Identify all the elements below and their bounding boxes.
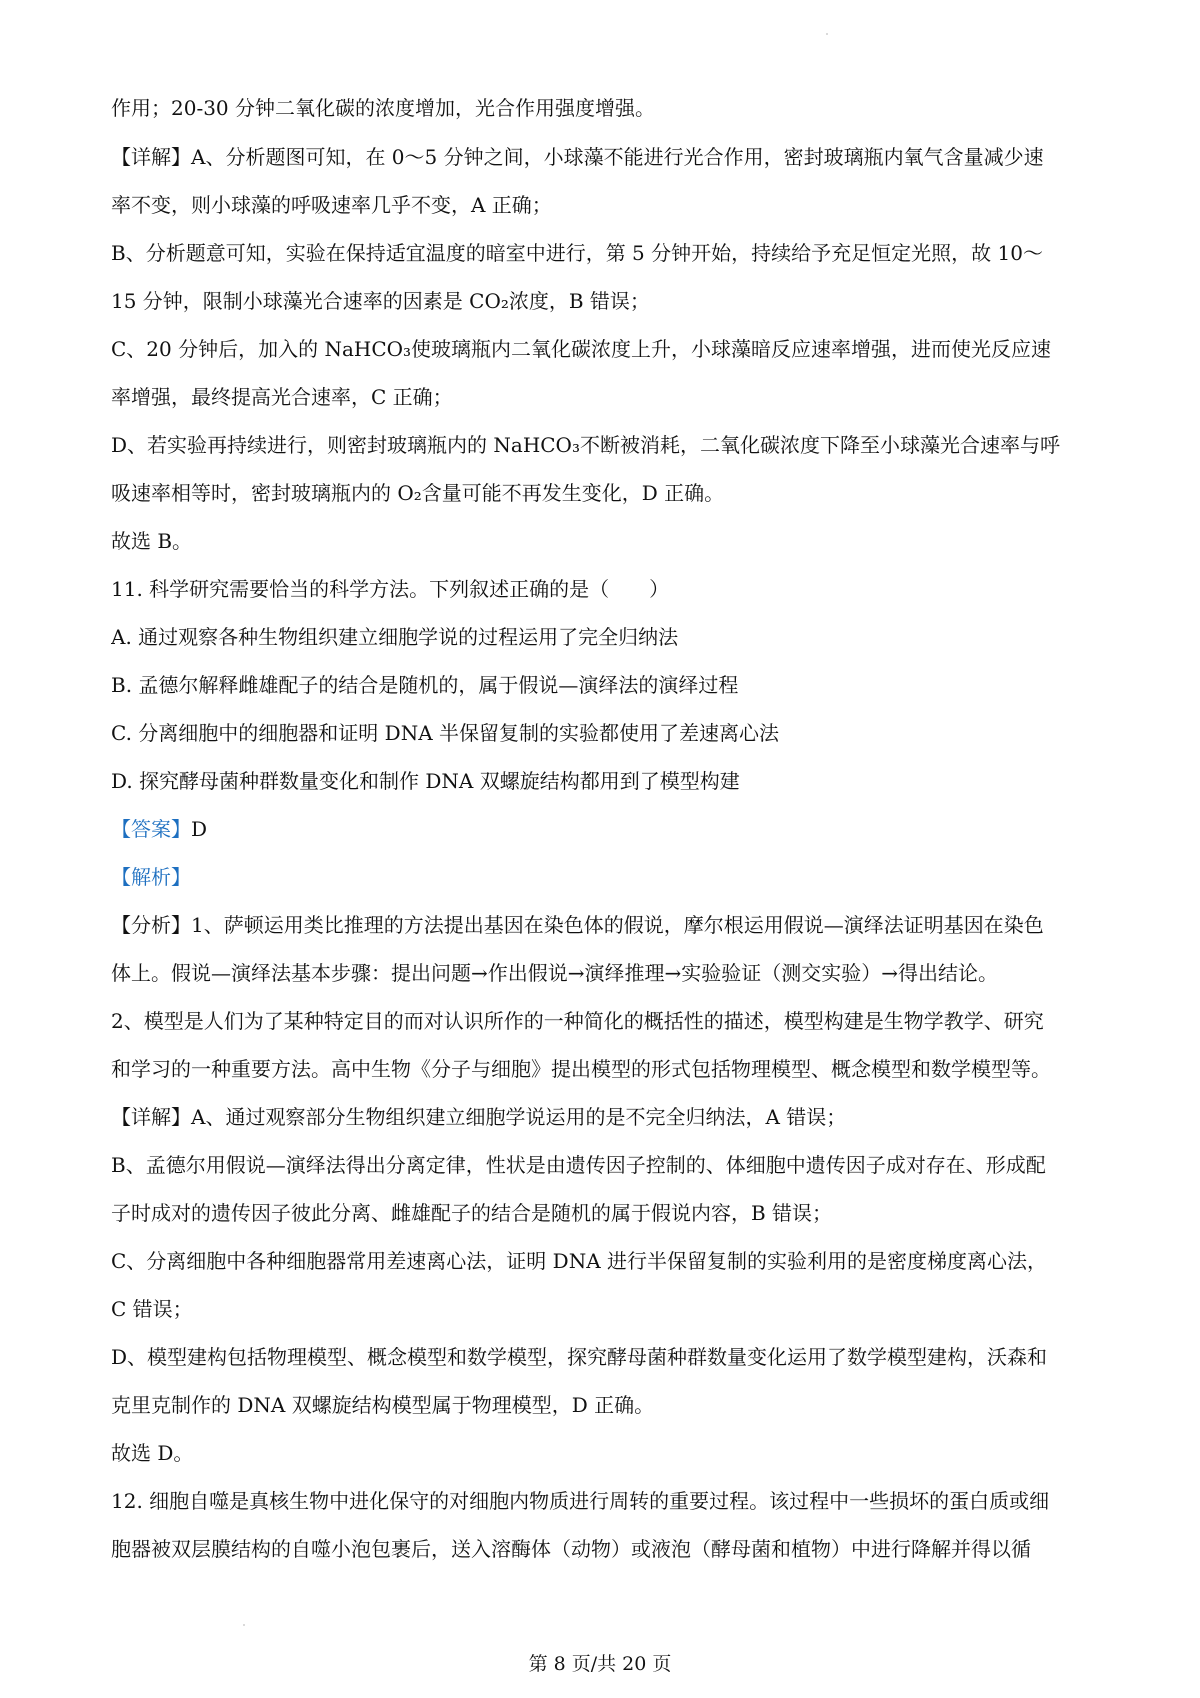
text-line: 克里克制作的 DNA 双螺旋结构模型属于物理模型，D 正确。: [111, 1393, 655, 1417]
text-line: B、分析题意可知，实验在保持适宜温度的暗室中进行，第 5 分钟开始，持续给予充足恒定光照，故 10～: [111, 241, 1043, 265]
text-line: 作用；20-30 分钟二氧化碳的浓度增加，光合作用强度增强。: [111, 96, 656, 120]
text-line: C 错误；: [111, 1297, 193, 1321]
page-footer: 第 8 页/共 20 页: [528, 1653, 672, 1675]
text-line: 体上。假说—演绎法基本步骤：提出问题→作出假说→演绎推理→实验验证（测交实验）→得出结论。: [111, 961, 999, 985]
option-a: A. 通过观察各种生物组织建立细胞学说的过程运用了完全归纳法: [111, 625, 679, 649]
answer-label: 【答案】: [111, 817, 191, 841]
analysis-heading: 【解析】: [111, 865, 191, 889]
question-stem: 11. 科学研究需要恰当的科学方法。下列叙述正确的是（ ）: [111, 577, 670, 601]
text-line: 和学习的一种重要方法。高中生物《分子与细胞》提出模型的形式包括物理模型、概念模型和数学模型等。: [111, 1057, 1051, 1081]
text-line: 率增强，最终提高光合速率，C 正确；: [111, 385, 453, 409]
scan-speck: [826, 33, 828, 35]
text-line: 2、模型是人们为了某种特定目的而对认识所作的一种简化的概括性的描述，模型构建是生物学教学、研究: [111, 1009, 1044, 1033]
text-line: C、20 分钟后，加入的 NaHCO₃使玻璃瓶内二氧化碳浓度上升，小球藻暗反应速率增强，进而使光反应速: [111, 337, 1052, 361]
question-stem: 12. 细胞自噬是真核生物中进化保守的对细胞内物质进行周转的重要过程。该过程中一些损坏的蛋白质或细: [111, 1489, 1050, 1513]
text-line: 子时成对的遗传因子彼此分离、雌雄配子的结合是随机的属于假说内容，B 错误；: [111, 1201, 833, 1225]
text-line: 【详解】A、分析题图可知，在 0～5 分钟之间，小球藻不能进行光合作用，密封玻璃瓶内氧气含量减少速: [111, 145, 1044, 169]
text-line: 故选 D。: [111, 1441, 194, 1465]
scan-speck: [243, 1624, 245, 1626]
answer-line: 【答案】D: [111, 817, 208, 841]
analysis-label: 【分析】: [111, 913, 191, 937]
text-line: 15 分钟，限制小球藻光合速率的因素是 CO₂浓度，B 错误；: [111, 289, 650, 313]
detail-label: 【详解】: [111, 1105, 191, 1129]
text-line: 率不变，则小球藻的呼吸速率几乎不变，A 正确；: [111, 193, 552, 217]
text-line: D、模型建构包括物理模型、概念模型和数学模型，探究酵母菌种群数量变化运用了数学模型建构，沃森和: [111, 1345, 1048, 1369]
text-line: 【详解】A、通过观察部分生物组织建立细胞学说运用的是不完全归纳法，A 错误；: [111, 1105, 847, 1129]
option-d: D. 探究酵母菌种群数量变化和制作 DNA 双螺旋结构都用到了模型构建: [111, 769, 740, 793]
text-line: C、分离细胞中各种细胞器常用差速离心法，证明 DNA 进行半保留复制的实验利用的是密度梯度离心法，: [111, 1249, 1047, 1273]
text-line: 故选 B。: [111, 529, 193, 553]
text-line: B、孟德尔用假说—演绎法得出分离定律，性状是由遗传因子控制的、体细胞中遗传因子成对存在、形成配: [111, 1153, 1046, 1177]
option-c: C. 分离细胞中的细胞器和证明 DNA 半保留复制的实验都使用了差速离心法: [111, 721, 779, 745]
option-b: B. 孟德尔解释雌雄配子的结合是随机的，属于假说—演绎法的演绎过程: [111, 673, 739, 697]
text-line: 胞器被双层膜结构的自噬小泡包裹后，送入溶酶体（动物）或液泡（酵母菌和植物）中进行降解并得以循: [111, 1537, 1031, 1561]
text-line: 吸速率相等时，密封玻璃瓶内的 O₂含量可能不再发生变化，D 正确。: [111, 481, 725, 505]
detail-label: 【详解】: [111, 145, 191, 169]
text-line: D、若实验再持续进行，则密封玻璃瓶内的 NaHCO₃不断被消耗，二氧化碳浓度下降至小球藻光合速率与呼: [111, 433, 1060, 457]
text-line: 【分析】1、萨顿运用类比推理的方法提出基因在染色体的假说，摩尔根运用假说—演绎法证明基因在染色: [111, 913, 1044, 937]
